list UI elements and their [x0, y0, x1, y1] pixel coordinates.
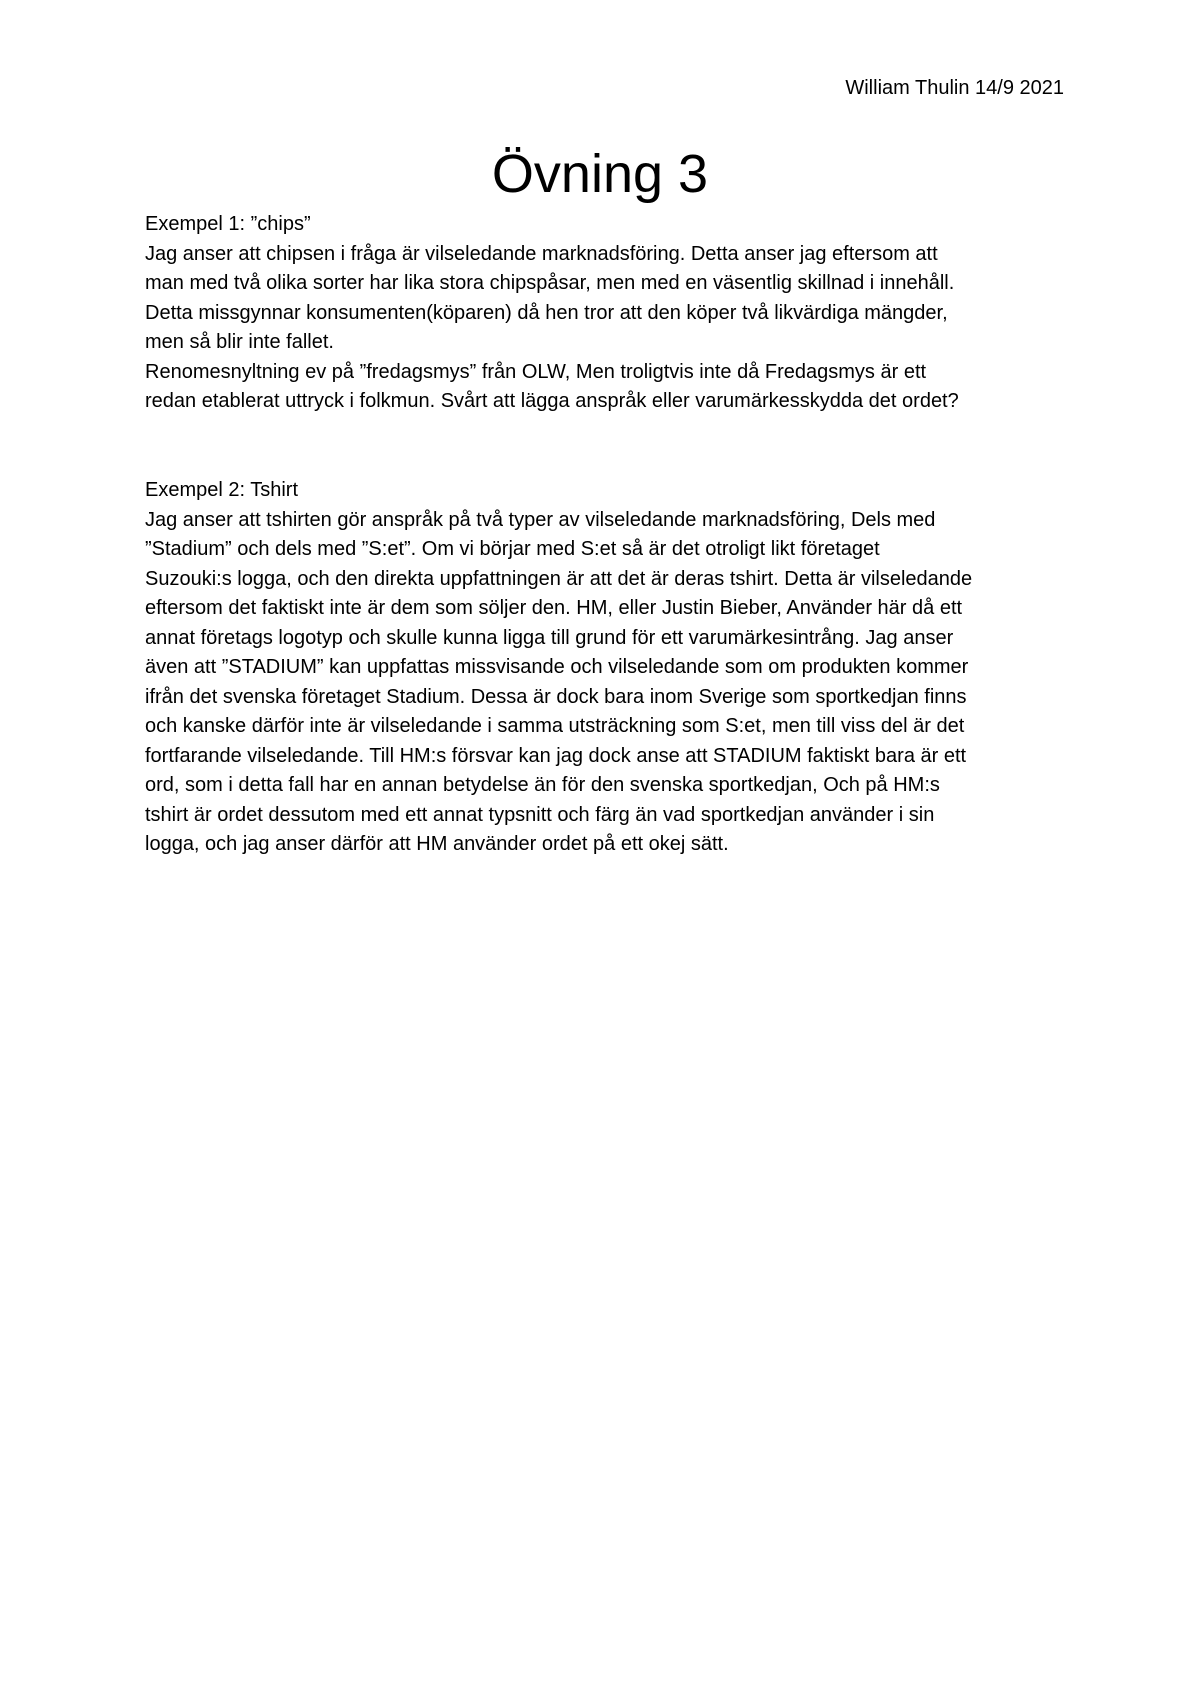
paragraph-line: Jag anser att chipsen i fråga är vilseledande marknadsföring. Detta anser jag eftersom att — [145, 242, 938, 265]
author-date: William Thulin 14/9 2021 — [845, 77, 1064, 99]
paragraph-line: Detta missgynnar konsumenten(köparen) då hen tror att den köper två likvärdiga mängder, — [145, 301, 948, 324]
paragraph-line: ord, som i detta fall har en annan betydelse än för den svenska sportkedjan, Och på HM:s — [145, 774, 940, 796]
paragraph-line: även att ”STADIUM” kan uppfattas missvisande och vilseledande som om produkten kommer — [145, 656, 969, 678]
paragraph-line: ”Stadium” och dels med ”S:et”. Om vi börjar med S:et så är det otroligt likt företaget — [145, 538, 880, 560]
paragraph-line: ifrån det svenska företaget Stadium. Dessa är dock bara inom Sverige som sportkedjan finns — [145, 685, 967, 708]
paragraph-line: fortfarande vilseledande. Till HM:s försvar kan jag dock anse att STADIUM faktiskt bara är ett — [145, 744, 967, 767]
section-example-2 — [145, 476, 1075, 860]
paragraph-line: Renomesnyltning ev på ”fredagsmys” från OLW, Men troligtvis inte då Fredagsmys är ett — [145, 360, 927, 383]
section-heading: Exempel 1: ”chips” — [145, 213, 311, 235]
section-example-1 — [145, 210, 1075, 417]
paragraph-line: man med två olika sorter har lika stora chipspåsar, men med en väsentlig skillnad i innehåll. — [145, 272, 955, 294]
paragraph-line: logga, och jag anser därför att HM använder ordet på ett okej sätt. — [145, 833, 729, 855]
paragraph-line: Jag anser att tshirten gör anspråk på två typer av vilseledande marknadsföring, Dels med — [145, 508, 936, 531]
paragraph-line: annat företags logotyp och skulle kunna ligga till grund för ett varumärkesintrång. Jag anser — [145, 626, 954, 649]
paragraph-line: eftersom det faktiskt inte är dem som söljer den. HM, eller Justin Bieber, Använder här då ett — [145, 597, 963, 619]
paragraph-line: redan etablerat uttryck i folkmun. Svårt att lägga anspråk eller varumärkesskydda det ordet? — [145, 390, 959, 412]
paragraph-line: men så blir inte fallet. — [145, 331, 334, 353]
paragraph-line: Suzouki:s logga, och den direkta uppfattningen är att det är deras tshirt. Detta är vilseledande — [145, 567, 973, 590]
page-title: Övning 3 — [491, 144, 709, 204]
section-heading: Exempel 2: Tshirt — [145, 479, 299, 501]
paragraph-line: och kanske därför inte är vilseledande i samma utsträckning som S:et, men till viss del är det — [145, 715, 965, 737]
paragraph-line: tshirt är ordet dessutom med ett annat typsnitt och färg än vad sportkedjan använder i sin — [145, 803, 935, 826]
